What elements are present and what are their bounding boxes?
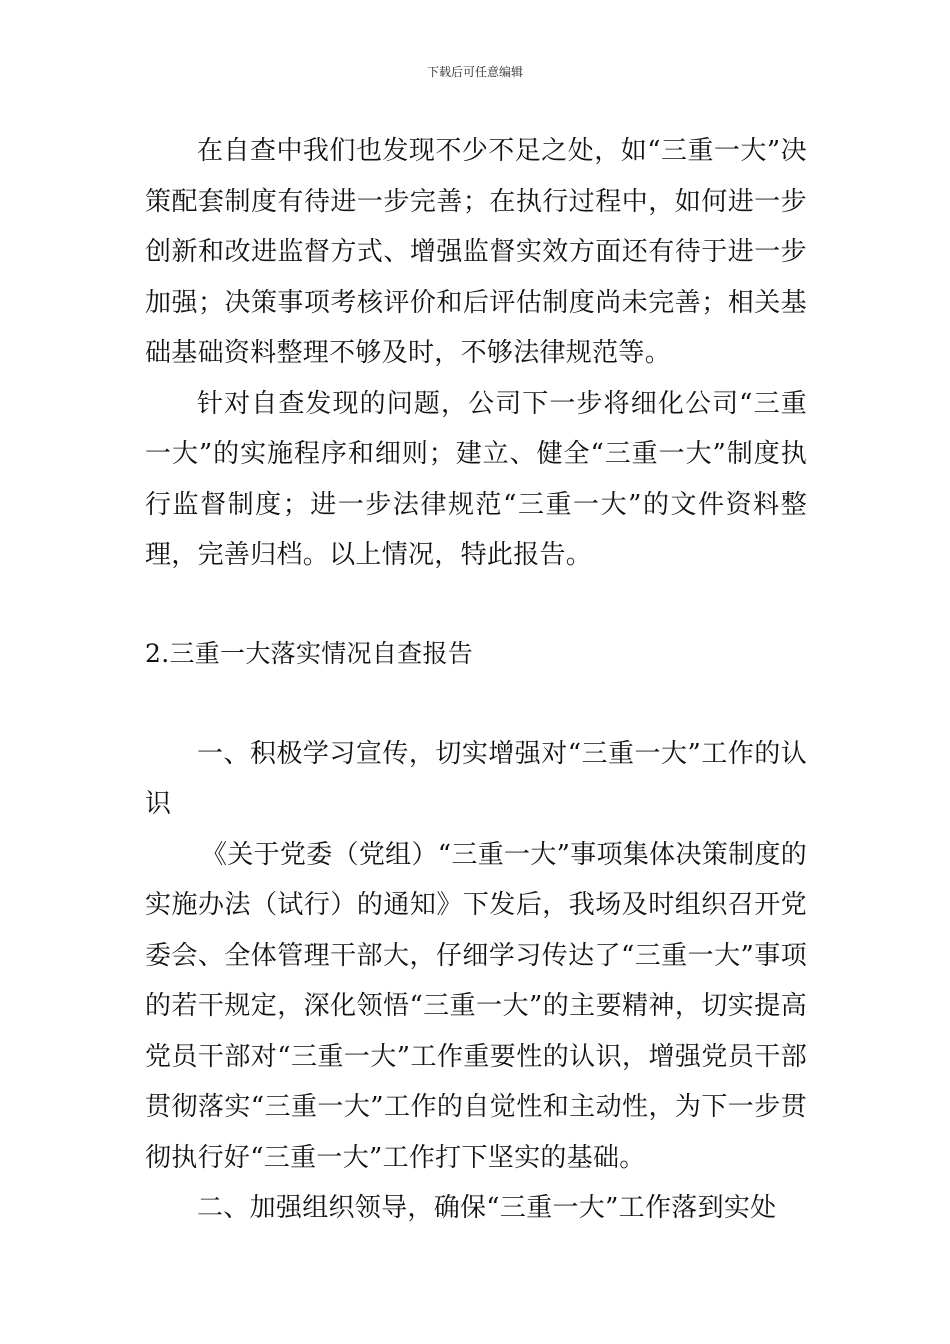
document-body: [145, 126, 807, 1234]
subheading-one: 一、积极学习宣传，切实增强对“三重一大”工作的认识: [145, 738, 807, 819]
paragraph-next-steps: 针对自查发现的问题，公司下一步将细化公司“三重一大”的实施程序和细则；建立、健全“三重一大”制度执行监督制度；进一步法律规范“三重一大”的文件资料整理，完善归档。以上情况，特此报告。: [145, 388, 807, 570]
section-title: 2.三重一大落实情况自查报告: [145, 638, 474, 668]
page-header-note: 下载后可任意编辑: [426, 65, 523, 79]
spacer: [145, 581, 807, 629]
subheading-two: 二、加强组织领导，确保“三重一大”工作落到实处: [197, 1193, 777, 1223]
spacer: [145, 679, 807, 729]
paragraph-study-notice: 《关于党委（党组）“三重一大”事项集体决策制度的实施办法（试行）的通知》下发后，我场及时组织召开党委会、全体管理干部大，仔细学习传达了“三重一大”事项的若干规定，深化领悟“三重一大”的主要精神，切实提高党员干部对“三重一大”工作重要性的认识，增强党员干部贯彻落实“三重一大”工作的自觉性和主动性，为下一步贯彻执行好“三重一大”工作打下坚实的基础。: [145, 839, 807, 1173]
paragraph-self-check-shortcomings: 在自查中我们也发现不少不足之处，如“三重一大”决策配套制度有待进一步完善；在执行过程中，如何进一步创新和改进监督方式、增强监督实效方面还有待于进一步加强；决策事项考核评价和后评估制度尚未完善；相关基础基础资料整理不够及时，不够法律规范等。: [145, 136, 807, 368]
